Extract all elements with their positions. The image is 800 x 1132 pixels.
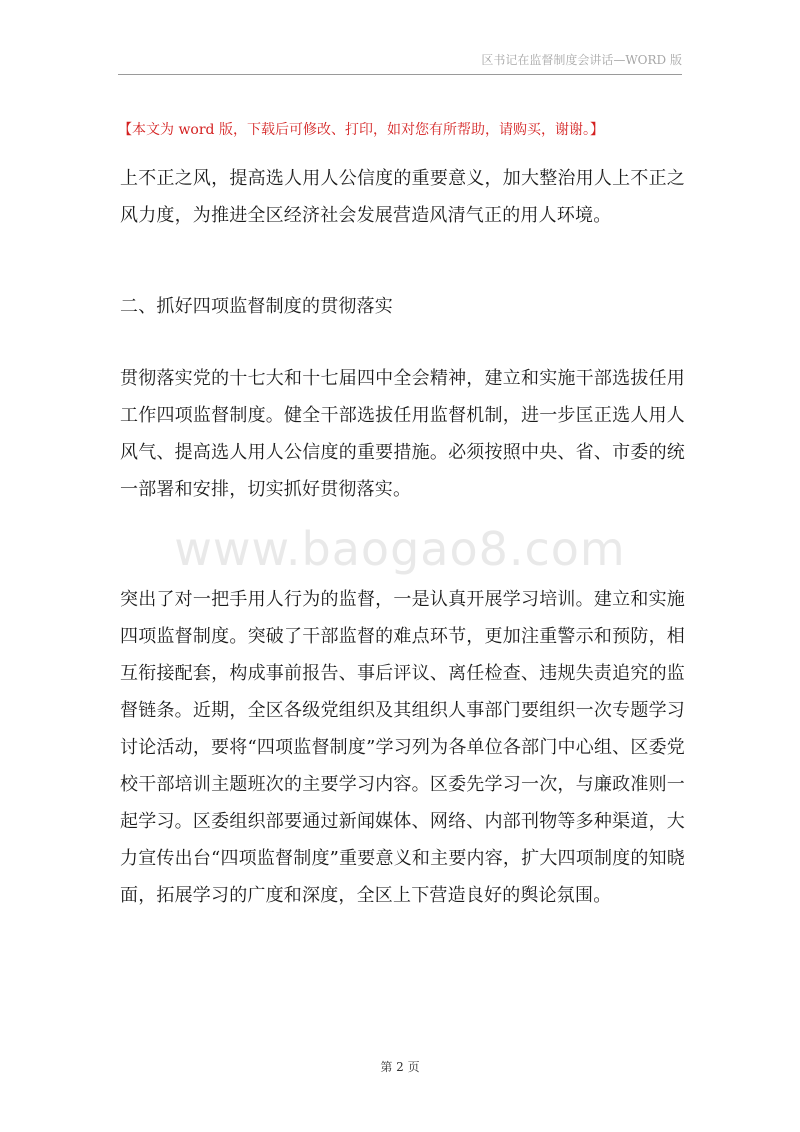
paragraph-3: 突出了对一把手用人行为的监督，一是认真开展学习培训。建立和实施四项监督制度。突破了干部监督的难点环节，更加注重警示和预防，相互衔接配套，构成事前报告、事后评议、离任检查、违规失责追究的监督链条。近期，全区各级党组织及其组织人事部门要组织一次专题学习讨论活动，要将“四项监督制度”学习列为各单位各部门中心组、区委党校干部培训主题班次的主要学习内容。区委先学习一次，与廉政准则一起学习。区委组织部要通过新闻媒体、网络、内部刊物等多种渠道，大力宣传出台“四项监督制度”重要意义和主要内容，扩大四项制度的知晓面，拓展学习的广度和深度，全区上下营造良好的舆论氛围。 xyxy=(120,589,685,906)
header-title: 区书记在监督制度会讲话—WORD 版 xyxy=(481,53,682,67)
section-heading: 二、抓好四项监督制度的贯彻落实 xyxy=(120,296,393,317)
paragraph-2: 贯彻落实党的十七大和十七届四中全会精神，建立和实施干部选拔任用工作四项监督制度。健全干部选拔任用监督机制，进一步匡正选人用人风气、提高选人用人公信度的重要措施。必须按照中央、省、市委的统一部署和安排，切实抓好贯彻落实。 xyxy=(120,368,685,500)
watermark: www.baogao8.com xyxy=(174,522,626,576)
paragraph-1: 上不正之风，提高选人用人公信度的重要意义，加大整治用人上不正之风力度，为推进全区经济社会发展营造风清气正的用人环境。 xyxy=(120,168,685,226)
page-number: 第 2 页 xyxy=(380,1060,420,1074)
purchase-notice: 【本文为 word 版，下载后可修改、打印，如对您有所帮助，请购买，谢谢。】 xyxy=(118,122,604,138)
page-header xyxy=(118,52,682,75)
